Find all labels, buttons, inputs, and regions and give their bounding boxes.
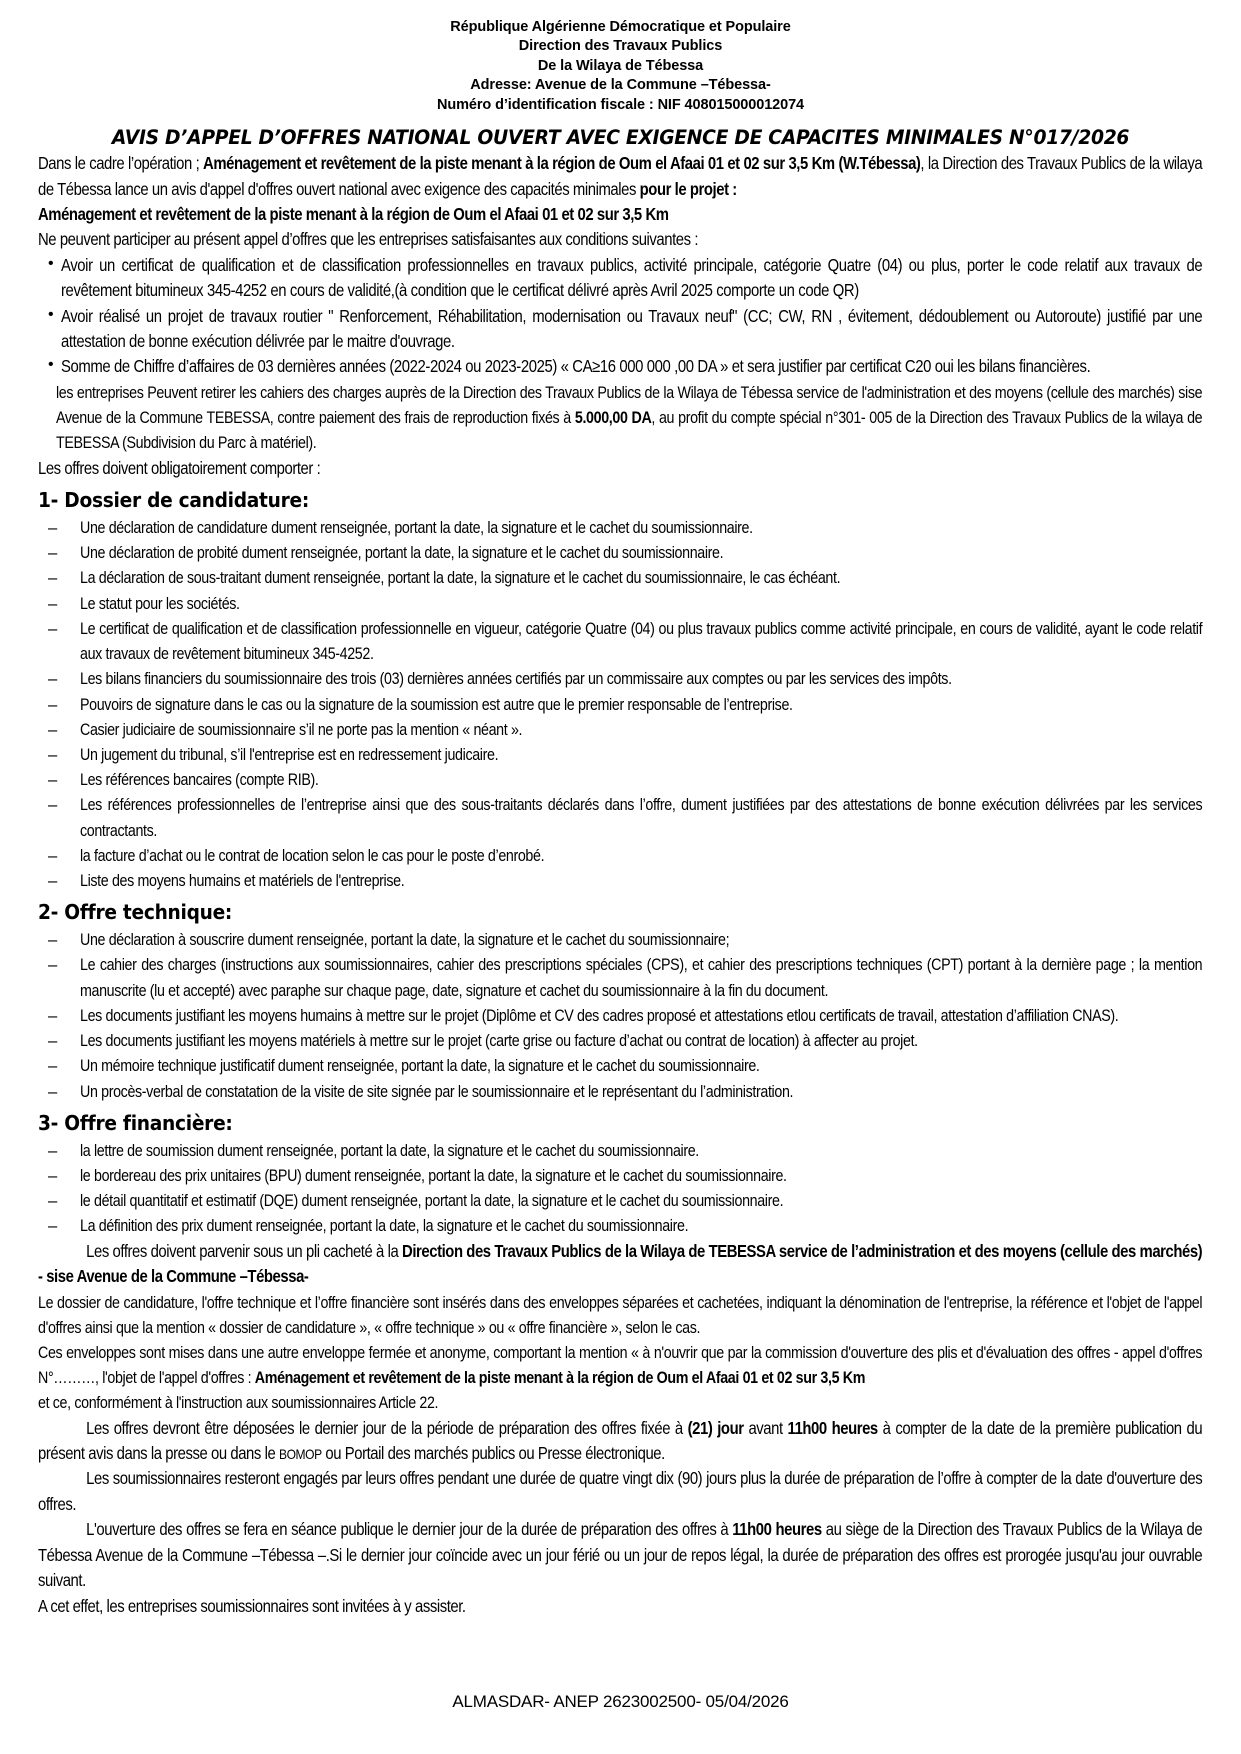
deadline-p1-d: à compter de la date de la première publication du présent avis dans la presse ou dans le <box>38 1417 1203 1464</box>
list-item: – Le certificat de qualification et de classification professionnelle en vigueur, catégorie Quatre (04) ou plus travaux publics comme activité principale, en cours de validité, ayant le code relatif aux travaux de revêtement bitumineux 345-4252. <box>48 616 1203 666</box>
header-line-direction: Direction des Travaux Publics <box>518 38 723 55</box>
submission-p2-a: Ces enveloppes sont mises dans une autre enveloppe fermée et anonyme, comportant la mention « à n'ouvrir que par la commission d'ouverture des plis et d'évaluation des offres - appel d'offres N°………, l'objet de l'appel d'offres : <box>38 1342 1203 1388</box>
project-title-line <box>38 202 1203 227</box>
condition-item: • Avoir réalisé un projet de travaux routier " Renforcement, Réhabilitation, modernisation ou Travaux neuf" (CC; CW, RN , évitement, dédoublement ou Autoroute) justifié par une attestation de bonne exécution délivrée par le maitre d'ouvrage. <box>48 304 1203 355</box>
financiere-list <box>38 1138 1203 1239</box>
deadline-time: 11h00 heures <box>787 1417 878 1438</box>
list-item: – la lettre de soumission dument renseignée, portant la date, la signature et le cachet du soumissionnaire. <box>48 1138 1203 1163</box>
list-item: – Une déclaration de candidature dument renseignée, portant la date, la signature et le cachet du soumissionnaire. <box>48 515 1203 540</box>
condition-item: • Avoir un certificat de qualification et de classification professionnelles en travaux publics, activité principale, catégorie Quatre (04) ou plus, porter le code relatif aux travaux de revêtement bitumineux 345-4252 en cours de validité,(à condition que le certificat délivré après Avril 2025 comporte un code QR) <box>48 253 1203 304</box>
technique-list <box>38 927 1203 1104</box>
retrait-paragraph <box>38 380 1203 456</box>
deadline-opening-paragraph <box>38 1517 1203 1593</box>
conditions-list <box>38 253 1203 380</box>
deadline-p1-e: ou Portail des marchés publics ou Presse électronique. <box>321 1443 665 1464</box>
header-line-nif: Numéro d’identification fiscale : NIF 408015000012074 <box>436 96 805 113</box>
list-item: – la facture d’achat ou le contrat de location selon le cas pour le poste d’enrobé. <box>48 843 1203 868</box>
footer-anep-reference: ALMASDAR- ANEP 2623002500- 05/04/2026 <box>452 1692 789 1711</box>
deadline-deposit-paragraph <box>38 1416 1203 1467</box>
section-heading-financiere: 3- Offre financière: <box>38 1110 233 1135</box>
submission-address-paragraph <box>38 1239 1203 1290</box>
list-item: – Une déclaration à souscrire dument renseignée, portant la date, la signature et le cachet du soumissionnaire; <box>48 927 1203 952</box>
list-item: – Un jugement du tribunal, s’il l'entreprise est en redressement judicaire. <box>48 742 1203 767</box>
list-item: – Casier judiciaire de soumissionnaire s’il ne porte pas la mention « néant ». <box>48 717 1203 742</box>
condition-item: • Somme de Chiffre d’affaires de 03 dernières années (2022-2024 ou 2023-2025) « CA≥16 000 000 ,00 DA » et sera justifier par certificat C20 oui les bilans financières. <box>48 354 1203 379</box>
deadline-invitation-paragraph: A cet effet, les entreprises soumissionnaires sont invitées à y assister. <box>38 1595 466 1616</box>
conditions-lead: Ne peuvent participer au présent appel d’offres que les entreprises satisfaisantes aux conditions suivantes : <box>38 229 699 250</box>
submission-envelopes-p2 <box>38 1340 1203 1390</box>
list-item: – Liste des moyens humains et matériels de l'entreprise. <box>48 868 1203 893</box>
header-line-republic: République Algérienne Démocratique et Populaire <box>450 19 791 35</box>
intro-paragraph <box>38 151 1203 202</box>
list-item: – La définition des prix dument renseignée, portant la date, la signature et le cachet du soumissionnaire. <box>48 1213 1203 1238</box>
list-item: – Les références bancaires (compte RIB). <box>48 767 1203 792</box>
submission-article22: et ce, conformément à l'instruction aux soumissionnaires Article 22. <box>38 1393 439 1413</box>
intro-bold-project: Aménagement et revêtement de la piste menant à la région de Oum el Afaai 01 et 02 sur 3,5 Km (W.Tébessa) <box>203 153 921 174</box>
list-item: – Un mémoire technique justificatif dument renseignée, portant la date, la signature et le cachet du soumissionnaire. <box>48 1053 1203 1078</box>
list-item: – Une déclaration de probité dument renseignée, portant la date, la signature et le cachet du soumissionnaire. <box>48 540 1203 565</box>
list-item: – Pouvoirs de signature dans le cas ou la signature de la soumission est autre que le premier responsable de l’entreprise. <box>48 692 1203 717</box>
list-item: – Les références professionnelles de l’entreprise ainsi que des sous-traitants déclarés dans l’offre, dument justifiées par des attestations de bonne exécution délivrées par les services contractants. <box>48 792 1203 842</box>
section-heading-technique: 2- Offre technique: <box>38 900 233 925</box>
list-item: – Les documents justifiant les moyens humains à mettre sur le projet (Diplôme et CV des cadres proposé et attestations etlou certificats de travail, attestation d’affiliation CNAS). <box>48 1003 1203 1028</box>
submission-envelopes-p1: Le dossier de candidature, l'offre technique et l’offre financière sont insérés dans des enveloppes séparées et cachetées, indiquant la dénomination de l'entreprise, la référence et l'objet de l'appel d'offres ainsi que la mention « dossier de candidature », « offre technique » ou « offre financière », selon le cas. <box>38 1292 1203 1337</box>
document-header <box>38 18 1203 115</box>
list-item: – Les documents justifiant les moyens matériels à mettre sur le projet (carte grise ou facture d’achat ou contrat de location) à affecter au projet. <box>48 1028 1203 1053</box>
list-item: – La déclaration de sous-traitant dument renseignée, portant la date, la signature et le cachet du soumissionnaire, le cas échéant. <box>48 565 1203 590</box>
list-item: – le détail quantitatif et estimatif (DQE) dument renseignée, portant la date, la signature et le cachet du soumissionnaire. <box>48 1188 1203 1213</box>
opening-p3-a: L'ouverture des offres se fera en séance publique le dernier jour de la durée de préparation des offres à <box>86 1519 733 1540</box>
retrait-amount: 5.000,00 DA <box>574 408 652 428</box>
opening-time: 11h00 heures <box>732 1519 822 1540</box>
deadline-days: (21) jour <box>687 1417 744 1438</box>
section-heading-candidature: 1- Dossier de candidature: <box>38 487 310 512</box>
list-item: – le bordereau des prix unitaires (BPU) dument renseignée, portant la date, la signature et le cachet du soumissionnaire. <box>48 1163 1203 1188</box>
list-item: – Un procès-verbal de constatation de la visite de site signée par le soumissionnaire et le représentant du l’administration. <box>48 1079 1203 1104</box>
opening-p3-b: au siège de la Direction des Travaux Publics de la Wilaya de Tébessa Avenue de la Commune –Tébessa –.Si le dernier jour coïncide avec un jour férié ou un jour de repos légal, la durée de préparation des offres est prorogée jusqu'au jour ouvrable suivant. <box>38 1519 1203 1591</box>
retrait-text-b: , au profit du compte spécial n°301- 005 de la Direction des Travaux Publics de la wilaya de TEBESSA (Subdivision du Parc à matériel). <box>56 408 1203 453</box>
deadline-bomop: BOMOP <box>279 1446 322 1463</box>
header-line-wilaya: De la Wilaya de Tébessa <box>537 57 704 74</box>
offers-lead: Les offres doivent obligatoirement comporter : <box>38 457 321 478</box>
list-item: – Le cahier des charges (instructions aux soumissionnaires, cahier des prescriptions spéciales (CPS), et cahier des prescriptions techniques (CPT) portant à la dernière page ; la mention manuscrite (lu et accepté) avec paraphe sur chaque page, date, signature et cachet du soumissionnaire à la fin du document. <box>48 952 1203 1002</box>
list-item: – Les bilans financiers du soumissionnaire des trois (03) dernières années certifiés par un commissaire aux comptes ou par les services des impôts. <box>48 666 1203 691</box>
intro-bold-projet-label: pour le projet : <box>639 178 737 199</box>
submission-lead-bold: Direction des Travaux Publics de la Wilaya de TEBESSA service de l’administration et des moyens (cellule des marchés) - sise Avenue de la Commune –Tébessa- <box>38 1240 1203 1287</box>
deadline-p1-a: Les offres devront être déposées le dernier jour de la période de préparation des offres fixée à <box>86 1417 688 1438</box>
submission-p2-object: Aménagement et revêtement de la piste menant à la région de Oum el Afaai 01 et 02 sur 3,5 Km <box>254 1368 866 1388</box>
submission-lead-plain: Les offres doivent parvenir sous un pli cacheté à la <box>86 1240 403 1261</box>
project-title: Aménagement et revêtement de la piste menant à la région de Oum el Afaai 01 et 02 sur 3,5 Km <box>38 203 669 224</box>
list-item: – Le statut pour les sociétés. <box>48 591 1203 616</box>
deadline-engagement-paragraph: Les soumissionnaires resteront engagés par leurs offres pendant une durée de quatre vingt dix (90) jours plus la durée de préparation de l’offre à compter de la date d'ouverture des offres. <box>38 1468 1203 1514</box>
page-title: AVIS D’APPEL D’OFFRES NATIONAL OUVERT AVEC EXIGENCE DE CAPACITES MINIMALES N°017/2026 <box>111 126 1130 150</box>
intro-part2: , la Direction des Travaux Publics de la wilaya de Tébessa lance un avis d'appel d'offres ouvert national avec exigence des capacités minimales <box>38 153 1203 199</box>
header-line-address: Adresse: Avenue de la Commune –Tébessa- <box>470 77 771 94</box>
intro-part1: Dans le cadre l’opération ; <box>38 153 204 174</box>
deadline-p1-c: avant <box>743 1417 788 1438</box>
retrait-text-a: les entreprises Peuvent retirer les cahiers des charges auprès de la Direction des Travaux Publics de la Wilaya de Tébessa service de l'administration et des moyens (cellule des marchés) sise Avenue de la Commune TEBESSA, contre paiement des frais de reproduction fixés à <box>56 382 1203 428</box>
candidature-list <box>38 515 1203 893</box>
